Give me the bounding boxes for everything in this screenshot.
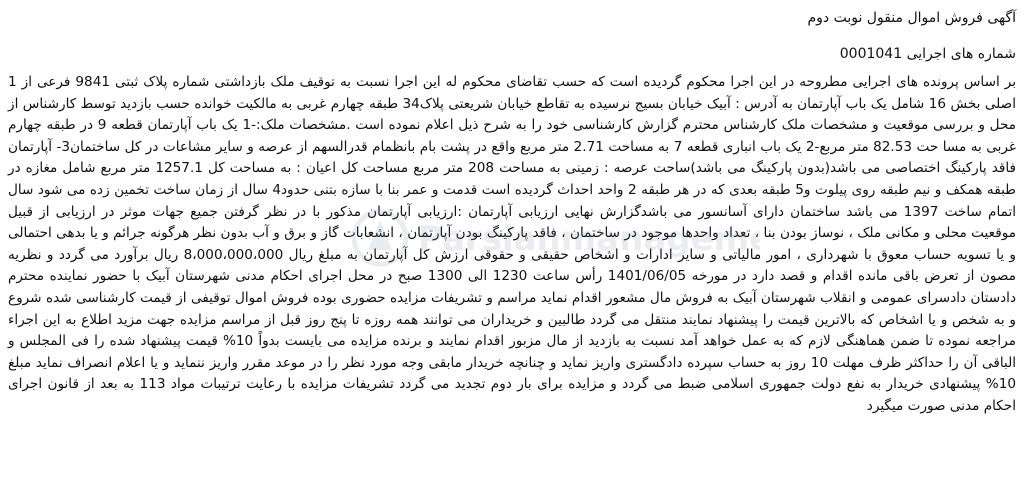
execution-number: شماره های اجرایی 0001041	[839, 46, 1016, 62]
watermark-text: Parsianmanagem	[418, 219, 750, 259]
notice-body: بر اساس پرونده های اجرایی مطروحه در این اجرا محکوم گردیده است که حسب تقاضای محکوم له این اجرا نسبت به توقیف ملک بازداشتی شماره پلاک ثبتی 9841 فرعی از 1 اصلی بخش 16 شامل یک باب آپارتمان به آدرس : آبیک خیابان بسیج نرسیده به تقاطع خیابان شریعتی پلاک34 طبقه چهارم غربی به مالکیت خوانده حسب بازدید توسط کارشناس از محل و بررسی موقعیت و مشخصات ملک کارشناس محترم گزارش کارشناسی خود را به شرح ذیل اعلام نموده است .مشخصات ملک:-1 یک باب آپارتمان قطعه 9 در طبقه چهارم غربی به مسا حت 82.53 متر مربع-2 یک باب انباری قطعه 7 به مساحت 2.71 متر مربع واقع در پشت بام بانظمام قدرالسهم از عرصه و سایر مشاعات در کل ساختمان3- آپارتمان فاقد پارکینگ اختصاصی می باشد(بدون پارکینگ می باشد)ساحت عرصه : زمینی به مساحت 208 متر مربع مساحت کل اعیان : به مساحت کل 1257.1 متر مربع شامل مغازه در طبقه همکف و نیم طبقه روی پیلوت و5 طبقه بعدی که در هر طبقه 2 واحد احداث گردیده است قدمت و عمر بنا با سازه بتنی حدود4 سال از زمان ساخت تخمین زده می شود سال اتمام ساخت 1397 می باشد ساختمان دارای آسانسور می باشدگزارش نهایی ارزیابی آپارتمان :ارزیابی آپارتمان مذکور با در نظر گرفتن جمیع جهات موثر در ارزیابی از قبیل موقعیت محلی و مکانی ملک ، نوساز بودن بنا ، تعداد واحدها موجود در ساختمان ، فاقد پارکینگ بودن آپارتمان ، انشعابات گاز و برق و آب بدون نظر هرگونه جرائم و یا بدهی احتمالی و یا تسویه حساب معوق با شهرداری ، امور مالیاتی و سایر ادارات و اشخاص حقیقی و حقوقی ارزش کل آپارتمان به مبلغ ریال 8،000،000،000 ریال برآورد می گردد و نظریه مصون از تعرض باقی مانده اقدام و قصد دارد در مورخه 1401/06/05 رأس ساعت 1230 الی 1300 صبح در محل اجرای احکام مدنی شهرستان آبیک با حضور نماینده محترم دادستان دادسرای عمومی و انقلاب شهرستان آبیک به فروش مال مشعور اقدام نماید مراسم و تشریفات مزایده حضوری بوده فروش اموال توقیفی از قیمت کارشناسی شده شروع و به شخص و یا اشخاص که بالاترین قیمت را پیشنهاد نمایند منتقل می گردد طالبین و خریداران می توانند همه روزه تا پنج روز قبل از مراسم مزایده جهت مزید اطلاع به این اجراء مراجعه نموده تا ضمن هماهنگی لازم که به عمل خواهد آمد نسبت به بازدید از مال مزبور اقدام نمایند و برنده مزایده می بایست بدواً 10% قیمت پیشنهاد شده را فی المجلس و الباقی آن را حداکثر ظرف مهلت 10 روز به حساب سپرده دادگستری واریز نماید و چنانچه خریدار مابقی وجه مورد نظر را در موعد مقرر واریز ننماید و یا اعلام انصراف نماید مبلغ 10% پیشنهادی خریدار به نفع دولت جمهوری اسلامی ضبط می گردد و مزایده برای بار دوم تجدید می گردد تشریفات مزایده با رعایت ترتیبات مواد 113 به بعد از قانون اجرای احکام مدنی صورت میگیرد	[8, 74, 1017, 414]
notice-title: آگهی فروش اموال منقول نوبت دوم	[807, 10, 1016, 26]
